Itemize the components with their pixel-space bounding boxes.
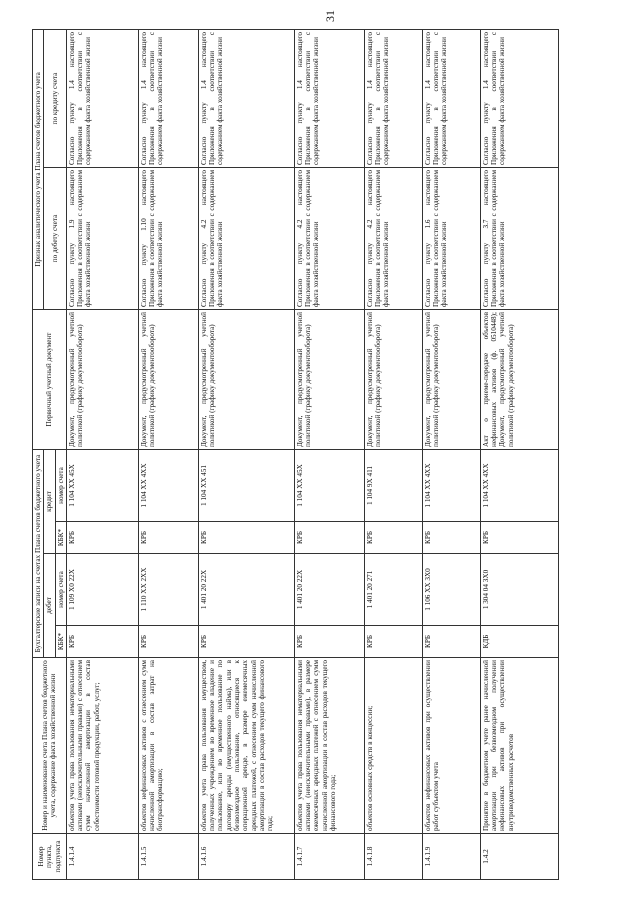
credit-account: 1 104 XX 4XX: [138, 450, 198, 522]
row-description: Принятие в бюджетном учете ранее начисленной амортизации при безвозмездном получении нефинансовых активов при осуществлении внутриведомственных расчетов: [480, 658, 558, 834]
header-item-no: Номер пункта, подпункта: [33, 834, 67, 880]
credit-kbk: КРБ: [138, 522, 198, 554]
debit-account: 1 109 X0 22X: [66, 554, 138, 626]
debit-account: 1 110 XX 2XX: [138, 554, 198, 626]
header-by-debit: по дебету счета: [44, 168, 67, 310]
analytics-credit: Согласно пункту 1.4 настоящего Приложения в соответствии с содержанием факта хозяйственной жизни: [294, 29, 364, 167]
page-number: 31: [323, 10, 337, 22]
debit-kbk: КРБ: [364, 626, 422, 658]
debit-kbk: КРБ: [422, 626, 480, 658]
row-description: объектов учета права пользования нематериальными активами (неисключительными правами) с отнесением сумм начисленной амортизации в состав себестоимости готовой продукции, работ, услуг;: [66, 658, 138, 834]
rotated-page: [32, 30, 622, 880]
analytics-credit: Согласно пункту 1.4 настоящего Приложения в соответствии с содержанием факта хозяйственной жизни: [364, 29, 422, 167]
debit-account: 1 106 XX 3X0: [422, 554, 480, 626]
header-debit-kbk: КБК*: [55, 626, 66, 658]
credit-account: 1 104 XX 45X: [66, 450, 138, 522]
credit-account: 1 104 XX 4XX: [422, 450, 480, 522]
debit-account: 1 401 20 271: [364, 554, 422, 626]
analytics-debit: Согласно пункту 4.2 настоящего Приложения в соответствии с содержанием факта хозяйственной жизни: [294, 168, 364, 310]
analytics-credit: Согласно пункту 1.4 настоящего Приложения в соответствии с содержанием факта хозяйственной жизни: [480, 29, 558, 167]
header-credit-acc-no: номер счета: [55, 450, 66, 522]
header-document: Первичный учетный документ: [33, 310, 67, 450]
table-row: [198, 29, 294, 879]
header-entries: Бухгалтерские записи на счетах Плана счетов бюджетного учета: [33, 450, 44, 658]
header-analytics: Признак аналитического учета Плана счетов бюджетного учета: [33, 29, 44, 309]
row-description: объектов нефинансовых активов при осуществлении работ субъектом учета: [422, 658, 480, 834]
credit-account: 1 104 9X 411: [364, 450, 422, 522]
debit-account: 1 401 20 22X: [198, 554, 294, 626]
analytics-debit: Согласно пункту 1.10 настоящего Приложения в соответствии с содержанием факта хозяйственной жизни: [138, 168, 198, 310]
table-row: [480, 29, 558, 879]
table-row: [364, 29, 422, 879]
debit-kbk: КРБ: [66, 626, 138, 658]
header-debit-acc-no: номер счета: [55, 554, 66, 626]
table-row: [66, 29, 138, 879]
row-description: объектов основных средств в концессии;: [364, 658, 422, 834]
header-credit-kbk: КБК*: [55, 522, 66, 554]
analytics-debit: Согласно пункту 4.2 настоящего Приложения в соответствии с содержанием факта хозяйственной жизни: [364, 168, 422, 310]
primary-document: Документ, предусмотренный учетной политикой (графику документооборота): [364, 310, 422, 450]
row-number: 1.4.1.9: [422, 834, 480, 880]
analytics-debit: Согласно пункту 1.9 настоящего Приложения в соответствии с содержанием факта хозяйственной жизни: [66, 168, 138, 310]
primary-document: Документ, предусмотренный учетной политикой (графику документооборота): [66, 310, 138, 450]
row-number: 1.4.1.5: [138, 834, 198, 880]
header-plan-account: Номер и наименование счета Плана счетов бюджетного учета, содержание факта хозяйственной жизни: [33, 658, 67, 834]
credit-kbk: КРБ: [66, 522, 138, 554]
analytics-credit: Согласно пункту 1.4 настоящего Приложения в соответствии с содержанием факта хозяйственной жизни: [198, 29, 294, 167]
primary-document: Документ, предусмотренный учетной политикой (графику документооборота): [198, 310, 294, 450]
credit-kbk: КРБ: [198, 522, 294, 554]
accounting-table: [32, 29, 559, 880]
primary-document: Документ, предусмотренный учетной политикой (графику документооборота): [294, 310, 364, 450]
credit-account: 1 104 XX 4XX: [480, 450, 558, 522]
analytics-credit: Согласно пункту 1.4 настоящего Приложения в соответствии с содержанием факта хозяйственной жизни: [66, 29, 138, 167]
row-number: 1.4.1.7: [294, 834, 364, 880]
credit-kbk: КРБ: [480, 522, 558, 554]
analytics-debit: Согласно пункту 1.6 настоящего Приложения в соответствии с содержанием факта хозяйственной жизни: [422, 168, 480, 310]
table-row: [294, 29, 364, 879]
analytics-debit: Согласно пункту 3.7 настоящего Приложения в соответствии с содержанием факта хозяйственной жизни: [480, 168, 558, 310]
credit-account: 1 104 XX 45X: [294, 450, 364, 522]
table-row: [138, 29, 198, 879]
credit-account: 1 104 XX 451: [198, 450, 294, 522]
primary-document: Документ, предусмотренный учетной политикой (графику документооборота): [422, 310, 480, 450]
analytics-credit: Согласно пункту 1.4 настоящего Приложения в соответствии с содержанием факта хозяйственной жизни: [422, 29, 480, 167]
debit-kbk: КРБ: [198, 626, 294, 658]
row-number: 1.4.1.6: [198, 834, 294, 880]
credit-kbk: КРБ: [364, 522, 422, 554]
header-debit: дебет: [44, 554, 55, 658]
header-credit: кредит: [44, 450, 55, 554]
table-row: [422, 29, 480, 879]
debit-kbk: КРБ: [138, 626, 198, 658]
debit-kbk: КДБ: [480, 626, 558, 658]
credit-kbk: КРБ: [422, 522, 480, 554]
analytics-credit: Согласно пункту 1.4 настоящего Приложения в соответствии с содержанием факта хозяйственной жизни: [138, 29, 198, 167]
debit-account: 1 304 04 3X0: [480, 554, 558, 626]
debit-account: 1 401 20 22X: [294, 554, 364, 626]
row-description: объектов учета права пользования нематериальными активами (неисключительными правами), в размере ежемесячных арендных платежей с отнесением сумм начисленной амортизации в состав расходов текущего финансового года;: [294, 658, 364, 834]
primary-document: Документ, предусмотренный учетной политикой (графику документооборота): [138, 310, 198, 450]
row-number: 1.4.1.8: [364, 834, 422, 880]
analytics-debit: Согласно пункту 4.2 настоящего Приложения в соответствии с содержанием факта хозяйственной жизни: [198, 168, 294, 310]
header-by-credit: по кредиту счета: [44, 29, 67, 167]
row-number: 1.4.1.4: [66, 834, 138, 880]
row-description: объектов нефинансовых активов с отнесением сумм начисленной амортизации в состав затрат на биотрансформацию;: [138, 658, 198, 834]
credit-kbk: КРБ: [294, 522, 364, 554]
row-description: объектов учета права пользования имуществом, полученных учреждением во временное владение и пользование, или во временное пользование по договору аренды (имущественного найма), или в безвозмездное пользование, относящиеся к операционной аренде, в размере ежемесячных арендных платежей, с отнесением сумм начисленной амортизации в состав расходов текущего финансового года;: [198, 658, 294, 834]
row-number: 1.4.2: [480, 834, 558, 880]
debit-kbk: КРБ: [294, 626, 364, 658]
primary-document: Акт о приеме-передаче объектов нефинансовых активов (ф. 0510448); Документ, предусмотренный учетной политикой (графику документооборота): [480, 310, 558, 450]
